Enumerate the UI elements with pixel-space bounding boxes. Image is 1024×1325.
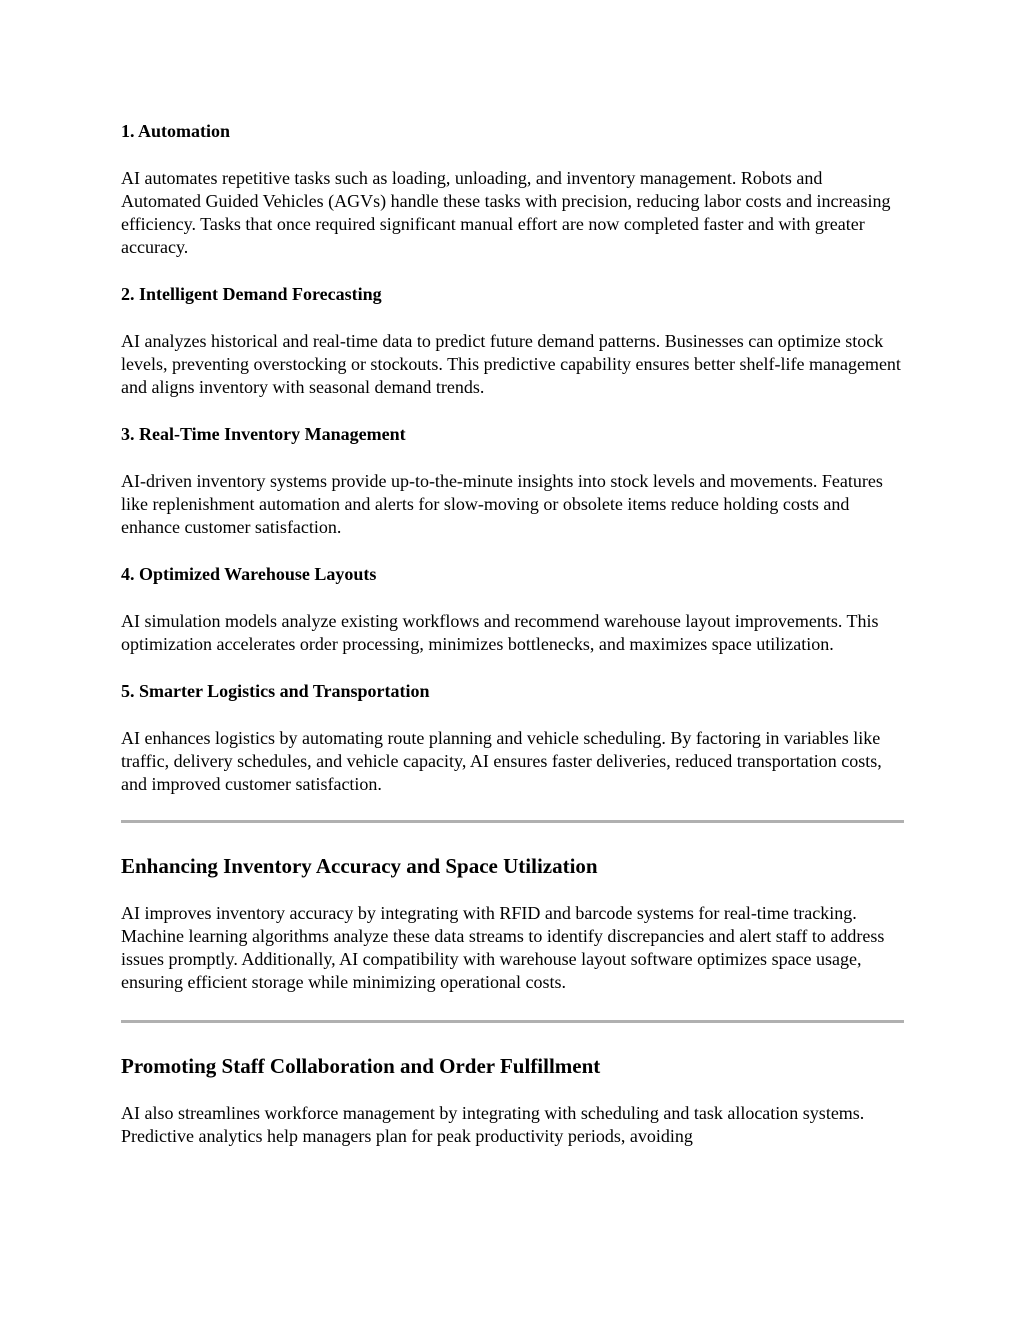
subsection-paragraph: AI-driven inventory systems provide up-to-the-minute insights into stock levels and movements. Features like replenishment automation and alerts for slow-moving or obsolete items reduce holding costs and enhance customer satisfaction. — [121, 471, 883, 537]
document-body — [121, 120, 904, 1172]
subsection-paragraph: AI automates repetitive tasks such as loading, unloading, and inventory management. Robots and Automated Guided Vehicles (AGVs) handle these tasks with precision, reducing labor costs and increasing efficiency. Tasks that once required significant manual effort are now completed faster and with greater accuracy. — [121, 168, 891, 257]
section-inventory-accuracy — [121, 852, 904, 994]
subsection-logistics — [121, 680, 904, 796]
subsection-paragraph: AI enhances logistics by automating route planning and vehicle scheduling. By factoring in variables like traffic, delivery schedules, and vehicle capacity, AI ensures faster deliveries, reduced transportation costs, and improved customer satisfaction. — [121, 728, 882, 794]
subsection-heading: 2. Intelligent Demand Forecasting — [121, 284, 382, 304]
subsection-paragraph: AI analyzes historical and real-time data to predict future demand patterns. Businesses can optimize stock levels, preventing overstocking or stockouts. This predictive capability ensures better shelf-life management and aligns inventory with seasonal demand trends. — [121, 331, 901, 397]
subsection-heading: 1. Automation — [121, 121, 231, 141]
section-paragraph: AI improves inventory accuracy by integrating with RFID and barcode systems for real-time tracking. Machine learning algorithms analyze these data streams to identify discrepancies and alert staff to address issues promptly. Additionally, AI compatibility with warehouse layout software optimizes space usage, ensuring efficient storage while minimizing operational costs. — [121, 903, 885, 992]
section-heading: Promoting Staff Collaboration and Order Fulfillment — [121, 1054, 601, 1078]
subsection-demand-forecasting — [121, 283, 904, 399]
subsection-warehouse-layouts — [121, 563, 904, 656]
subsection-automation — [121, 120, 904, 259]
subsection-inventory-management — [121, 423, 904, 539]
subsection-heading: 3. Real-Time Inventory Management — [121, 424, 406, 444]
section-divider — [121, 1020, 904, 1023]
section-paragraph: AI also streamlines workforce management by integrating with scheduling and task allocation systems. Predictive analytics help managers plan for peak productivity periods, avoiding — [121, 1103, 865, 1146]
section-divider — [121, 820, 904, 823]
section-staff-collaboration — [121, 1052, 904, 1148]
subsection-paragraph: AI simulation models analyze existing workflows and recommend warehouse layout improvements. This optimization accelerates order processing, minimizes bottlenecks, and maximizes space utilization. — [121, 611, 879, 654]
subsection-heading: 5. Smarter Logistics and Transportation — [121, 681, 430, 701]
section-heading: Enhancing Inventory Accuracy and Space Utilization — [121, 854, 598, 878]
subsection-heading: 4. Optimized Warehouse Layouts — [121, 564, 377, 584]
